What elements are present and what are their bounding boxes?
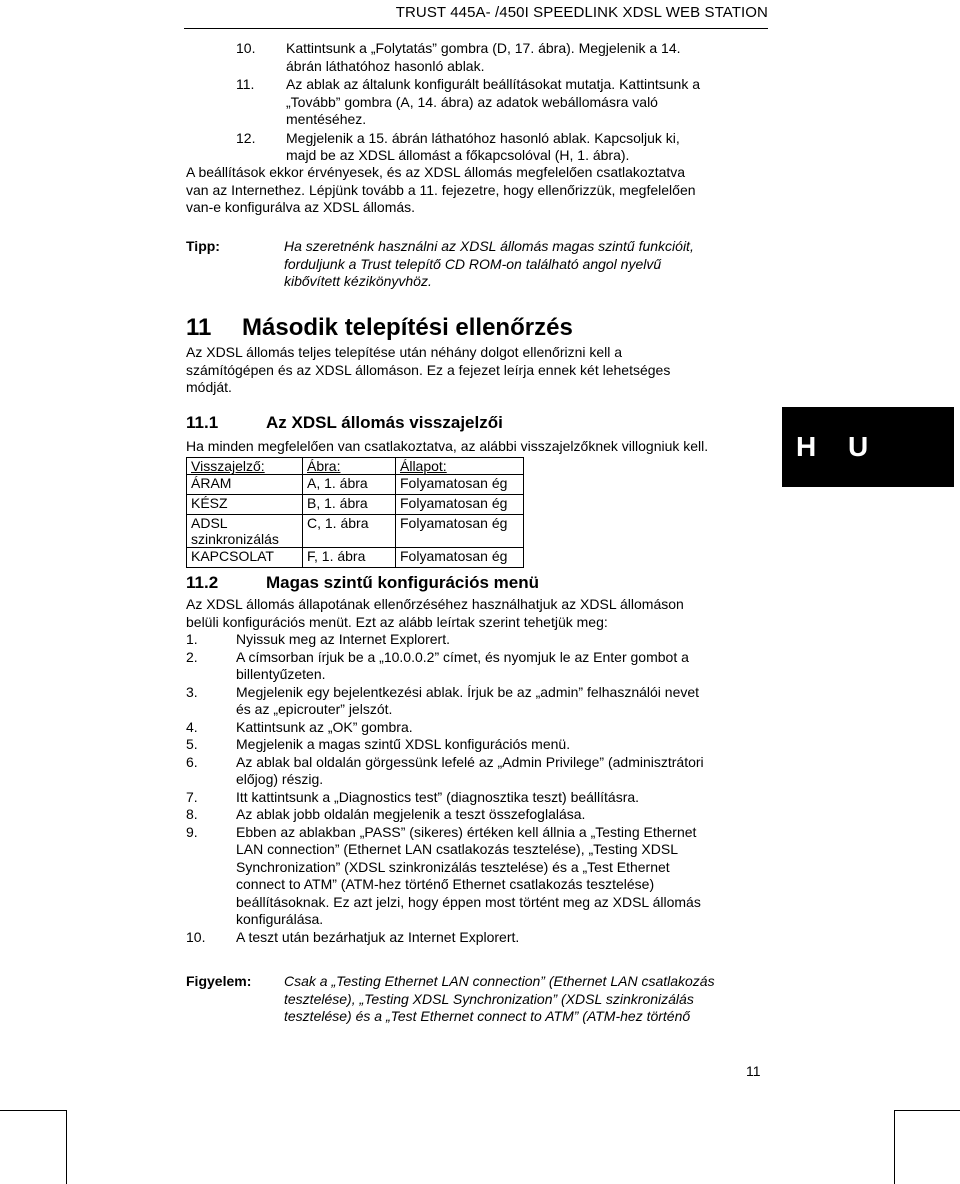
list-item [186, 754, 776, 789]
section11-1-paragraph: Ha minden megfelelően van csatlakoztatva, az alábbi visszajelzőknek villogniuk kell. [186, 438, 709, 454]
list-line: A címsorban írjuk be a „10.0.0.2” címet, és nyomjuk le az Enter gombot a [236, 648, 689, 665]
table-cell: KAPCSOLAT [187, 548, 303, 568]
para-line: van az Internethez. Lépjünk tovább a 11. fejezetre, hogy ellenőrizzük, megfelelően [186, 181, 696, 198]
tip-text [284, 238, 774, 291]
section-heading-11 [186, 313, 573, 343]
para-line: A beállítások ekkor érvényesek, és az XDSL állomás megfelelően csatlakoztatva [186, 164, 686, 180]
list-item [186, 736, 776, 754]
column-header [396, 458, 524, 475]
list-item [236, 40, 776, 75]
tip-line: kibővített kézikönyvhöz. [284, 273, 432, 289]
language-badge: H U [782, 407, 954, 487]
note-text [284, 973, 774, 1026]
note-line: tesztelése) és a „Test Ethernet connect to ATM” (ATM-hez történő [284, 1008, 691, 1024]
list-text: Az ablak jobb oldalán megjelenik a teszt összefoglalása. [236, 806, 586, 822]
table-cell: ÁRAM [187, 475, 303, 495]
para-line: van-e konfigurálva az XDSL állomás. [186, 199, 416, 215]
section-title: Második telepítési ellenőrzés [242, 314, 573, 341]
subsection-title: Az XDSL állomás visszajelzői [266, 413, 503, 432]
table-cell: Folyamatosan ég [396, 548, 524, 568]
indicator-table [186, 457, 524, 568]
subsection-title: Magas szintű konfigurációs menü [266, 573, 539, 592]
list-line: konfigurálása. [236, 911, 324, 927]
list-line: Ebben az ablakban „PASS” (sikeres) értéken kell állnia a „Testing Ethernet [236, 823, 697, 840]
crop-mark [0, 1110, 66, 1111]
note-line: Csak a „Testing Ethernet LAN connection” (Ethernet LAN csatlakozás [284, 973, 715, 989]
list-text [286, 76, 776, 129]
para-line: módját. [186, 379, 232, 395]
table-cell: Folyamatosan ég [396, 475, 524, 495]
list-number: 12. [236, 129, 256, 146]
list-number: 7. [186, 788, 198, 805]
list-line: connect to ATM” (ATM-hez történő Ethernet csatlakozás tesztelése) [236, 876, 655, 892]
list-text [236, 824, 776, 929]
para-line: Az XDSL állomás állapotának ellenőrzéséhez használhatjuk az XDSL állomáson [186, 596, 684, 612]
tip-label: Tipp: [186, 238, 220, 254]
top-numbered-list [236, 40, 776, 165]
list-number: 6. [186, 753, 198, 770]
subsection-heading-11-1 [186, 413, 503, 433]
list-item [186, 806, 776, 824]
list-number: 3. [186, 683, 198, 700]
list-line: Megjelenik a 15. ábrán láthatóhoz hasonló ablak. Kapcsoljuk ki, [286, 129, 680, 146]
list-number: 10. [236, 40, 256, 56]
table-cell: Folyamatosan ég [396, 495, 524, 515]
list-number: 11. [236, 76, 255, 92]
list-line: Az ablak bal oldalán görgessünk lefelé az „Admin Privilege” (adminisztrátori [236, 753, 704, 770]
crop-mark [894, 1110, 895, 1184]
list-line: „Tovább” gombra (A, 14. ábra) az adatok webállomásra való [286, 93, 658, 110]
header-text: Állapot: [400, 458, 447, 474]
subsection-heading-11-2 [186, 573, 539, 593]
list-text [236, 684, 776, 719]
list-line: mentéséhez. [286, 111, 367, 127]
page-number: 11 [746, 1063, 761, 1079]
list-number: 9. [186, 823, 198, 840]
table-header-row [187, 458, 524, 475]
list-item [186, 649, 776, 684]
list-number: 2. [186, 648, 198, 665]
table-cell: Folyamatosan ég [396, 515, 524, 548]
subsection-number: 11.1 [186, 413, 219, 432]
list-text: Itt kattintsunk a „Diagnostics test” (diagnosztika teszt) beállításra. [236, 788, 640, 805]
column-header [303, 458, 396, 475]
crop-mark [66, 1110, 67, 1184]
list-item [186, 789, 776, 807]
config-steps-list [186, 631, 776, 946]
section11-2-paragraph [186, 596, 776, 631]
list-line: beállításoknak. Ez azt jelzi, hogy éppen most történt meg az XDSL állomás [236, 893, 701, 910]
list-number: 10. [186, 928, 206, 945]
column-header [187, 458, 303, 475]
list-line: Kattintsunk a „Folytatás” gombra (D, 17. ábra). Megjelenik a 14. [286, 40, 681, 56]
para-line: belüli konfigurációs menüt. Ezt az alább leírtak szerint tehetjük meg: [186, 613, 608, 630]
section-number: 11 [186, 314, 212, 341]
list-number: 4. [186, 718, 198, 735]
list-text [286, 40, 776, 75]
list-number: 8. [186, 806, 198, 822]
list-line: ábrán láthatóhoz hasonló ablak. [286, 57, 485, 74]
crop-mark [895, 1110, 960, 1111]
note-label: Figyelem: [186, 973, 252, 989]
list-text [236, 649, 776, 684]
note-line: tesztelése), „Testing XDSL Synchronization” (XDSL szinkronizálás [284, 990, 694, 1007]
para-line: Az XDSL állomás teljes telepítése után néhány dolgot ellenőrizni kell a [186, 344, 623, 360]
list-item [186, 631, 776, 649]
list-item [186, 824, 776, 929]
indicator-table-wrap [186, 457, 524, 568]
list-item [186, 719, 776, 737]
list-line: LAN connection” (Ethernet LAN csatlakozás tesztelése), „Testing XDSL [236, 841, 678, 857]
header-text: Ábra: [307, 458, 341, 474]
subsection-number: 11.2 [186, 573, 219, 592]
table-row [187, 495, 524, 515]
section11-paragraph [186, 344, 776, 397]
list-item [236, 130, 776, 165]
list-text [236, 754, 776, 789]
list-item [236, 76, 776, 129]
tip-line: Ha szeretnénk használni az XDSL állomás magas szintű funkcióit, [284, 238, 694, 254]
list-line: majd be az XDSL állomást a főkapcsolóval (H, 1. ábra). [286, 147, 630, 163]
running-header [184, 0, 768, 29]
list-number: 1. [186, 631, 198, 647]
table-cell: B, 1. ábra [303, 495, 396, 515]
intro-paragraph [186, 164, 776, 217]
table-row [187, 515, 524, 548]
list-line: Synchronization” (XDSL szinkronizálás tesztelése) és a „Test Ethernet [236, 858, 670, 875]
table-row [187, 475, 524, 495]
list-item [186, 684, 776, 719]
list-line: billentyűzeten. [236, 666, 326, 682]
tip-line: forduljunk a Trust telepítő CD ROM-on található angol nyelvű [284, 255, 662, 272]
list-text: Megjelenik a magas szintű XDSL konfigurációs menü. [236, 736, 571, 752]
list-line: előjog) részig. [236, 771, 324, 787]
table-cell: A, 1. ábra [303, 475, 396, 495]
list-text: Nyissuk meg az Internet Explorert. [236, 631, 450, 647]
para-line: számítógépen és az XDSL állomáson. Ez a fejezet leírja ennek két lehetséges [186, 361, 671, 378]
list-number: 5. [186, 736, 198, 752]
list-line: és az „epicrouter” jelszót. [236, 701, 393, 717]
list-line: Az ablak az általunk konfigurált beállításokat mutatja. Kattintsunk a [286, 76, 701, 92]
table-row [187, 548, 524, 568]
table-cell: KÉSZ [187, 495, 303, 515]
header-title: TRUST 445A- /450I SPEEDLINK XDSL WEB STATION [395, 4, 768, 21]
list-text: Kattintsunk az „OK” gombra. [236, 718, 413, 735]
header-text: Visszajelző: [191, 458, 265, 474]
table-cell: ADSL szinkronizálás [187, 515, 303, 548]
list-item [186, 929, 776, 947]
table-cell: F, 1. ábra [303, 548, 396, 568]
list-line: Megjelenik egy bejelentkezési ablak. Írjuk be az „admin” felhasználói nevet [236, 683, 700, 700]
list-text: A teszt után bezárhatjuk az Internet Explorert. [236, 928, 520, 945]
list-text [286, 130, 776, 165]
table-cell: C, 1. ábra [303, 515, 396, 548]
